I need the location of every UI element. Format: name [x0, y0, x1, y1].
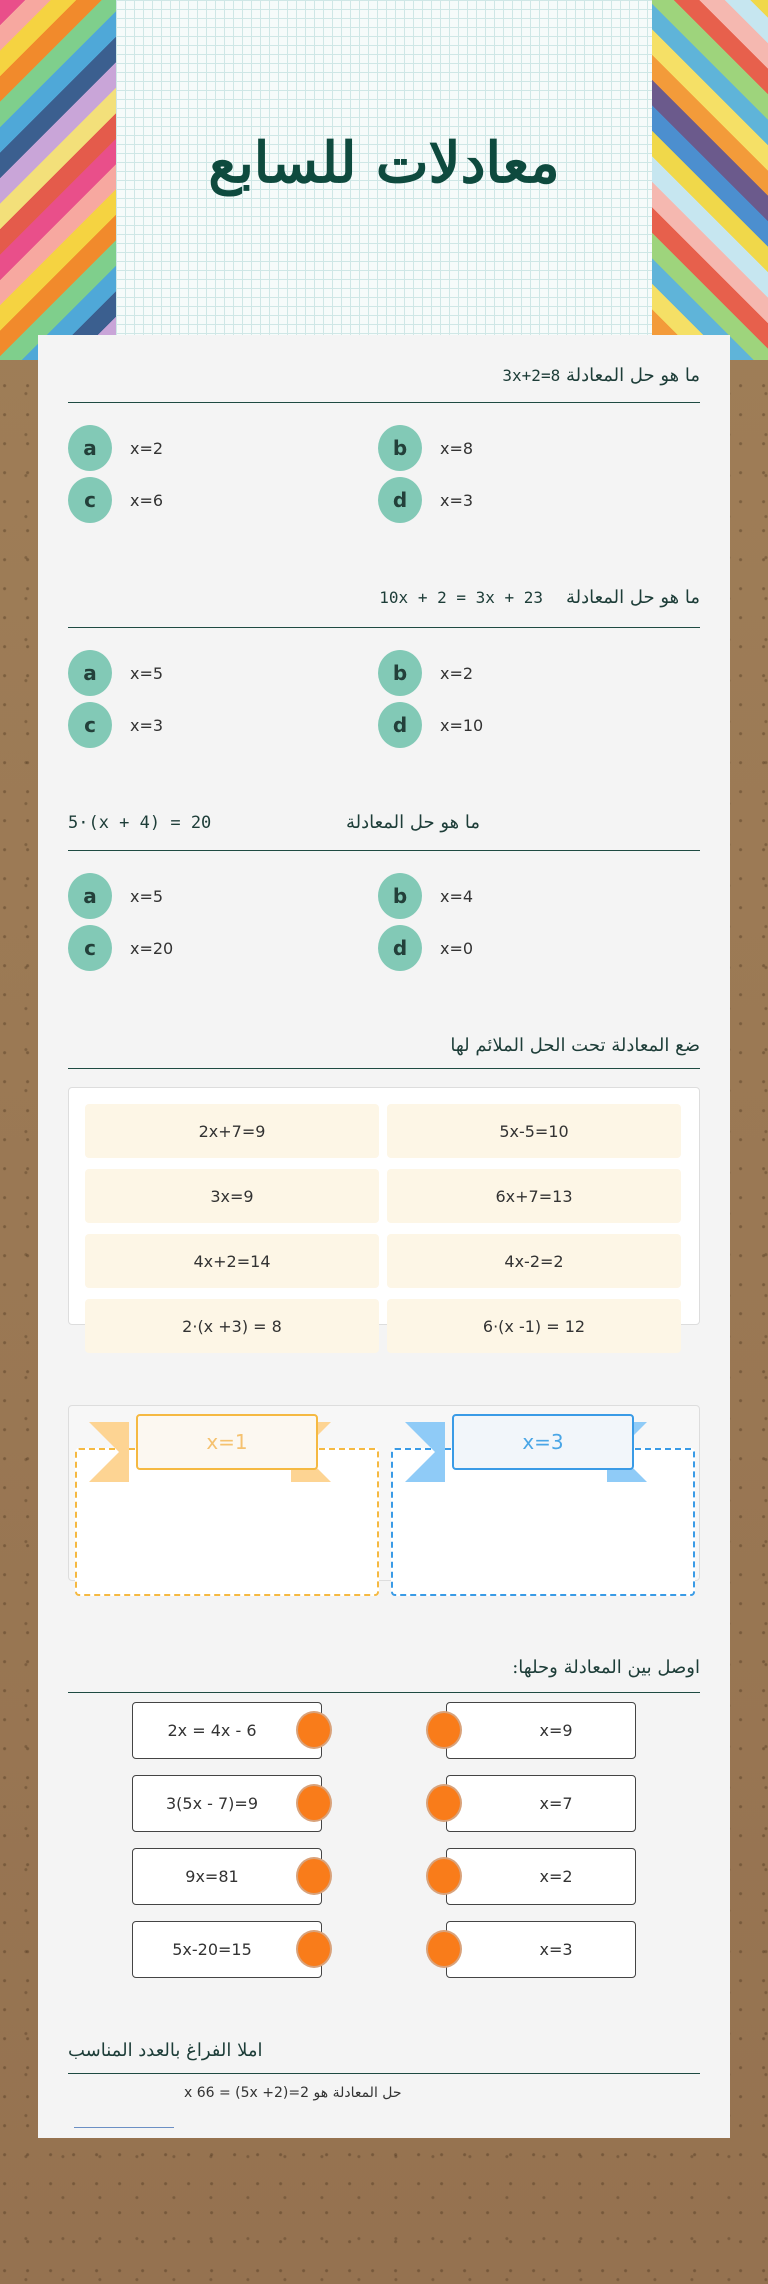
option-b[interactable]	[378, 873, 473, 919]
option-text: x=0	[440, 938, 474, 958]
option-a[interactable]	[68, 650, 163, 696]
draggable-tile[interactable]: 3x=9	[85, 1169, 379, 1223]
match-connector-left[interactable]	[296, 1857, 332, 1895]
option-letter-badge: b	[378, 873, 422, 919]
option-letter-badge: d	[378, 477, 422, 523]
option-text: x=20	[130, 938, 174, 958]
match-right-item[interactable]: x=3	[446, 1921, 636, 1978]
ribbon-tail	[89, 1422, 129, 1482]
header-banner	[0, 0, 768, 360]
draggable-tile[interactable]: 5x-5=10	[387, 1104, 681, 1158]
question-prompt: ما هو حل المعادلة	[345, 812, 480, 833]
option-text: x=3	[440, 490, 474, 510]
option-c[interactable]	[68, 477, 163, 523]
match-left-item[interactable]: 5x-20=15	[132, 1921, 322, 1978]
match-left-item[interactable]: 9x=81	[132, 1848, 322, 1905]
zone-label-x3: x=3	[452, 1414, 634, 1470]
match-title: اوصل بين المعادلة وحلها:	[512, 1657, 700, 1678]
match-connector-left[interactable]	[296, 1930, 332, 1968]
ribbon-tail	[405, 1422, 445, 1482]
divider	[68, 2073, 700, 2074]
option-text: x=4	[440, 886, 474, 906]
option-text: x=10	[440, 715, 484, 735]
match-connector-right[interactable]	[426, 1711, 462, 1749]
draggable-tile[interactable]: 4x-2=2	[387, 1234, 681, 1288]
option-text: x=6	[130, 490, 164, 510]
fill-sentence: حل المعادلة هو 2=x 66 = (5x +2)	[184, 2085, 402, 2101]
option-text: x=2	[440, 663, 474, 683]
option-letter-badge: a	[68, 425, 112, 471]
option-letter-badge: c	[68, 477, 112, 523]
option-b[interactable]	[378, 425, 473, 471]
draggable-tile[interactable]: 6x+7=13	[387, 1169, 681, 1223]
option-b[interactable]	[378, 650, 473, 696]
option-letter-badge: d	[378, 925, 422, 971]
question-prompt: ما هو حل المعادلة	[565, 587, 700, 608]
divider	[68, 1068, 700, 1069]
match-left-item[interactable]: 2x = 4x - 6	[132, 1702, 322, 1759]
draggable-tile[interactable]: 4x+2=14	[85, 1234, 379, 1288]
option-text: x=5	[130, 663, 164, 683]
divider	[68, 627, 700, 628]
decorative-stripes-left	[0, 0, 116, 360]
match-left-item[interactable]: 3(5x - 7)=9	[132, 1775, 322, 1832]
draggable-tile[interactable]: 6·(x -1) = 12	[387, 1299, 681, 1353]
match-right-item[interactable]: x=9	[446, 1702, 636, 1759]
option-a[interactable]	[68, 873, 163, 919]
match-connector-right[interactable]	[426, 1930, 462, 1968]
option-c[interactable]	[68, 702, 163, 748]
tile-pool	[68, 1087, 700, 1336]
option-letter-badge: c	[68, 925, 112, 971]
page-title: معادلات للسابع	[208, 130, 560, 196]
match-connector-right[interactable]	[426, 1784, 462, 1822]
option-text: x=8	[440, 438, 474, 458]
draggable-tile[interactable]: 2x+7=9	[85, 1104, 379, 1158]
option-d[interactable]	[378, 477, 473, 523]
match-connector-left[interactable]	[296, 1784, 332, 1822]
question-equation: 10x + 2 = 3x + 23	[379, 588, 544, 607]
option-letter-badge: a	[68, 650, 112, 696]
option-letter-badge: c	[68, 702, 112, 748]
zone-label-x1: x=1	[136, 1414, 318, 1470]
drop-zones	[68, 1405, 700, 1581]
divider	[68, 1692, 700, 1693]
sort-title: ضع المعادلة تحت الحل الملائم لها	[450, 1035, 700, 1056]
option-letter-badge: b	[378, 650, 422, 696]
match-right-item[interactable]: x=7	[446, 1775, 636, 1832]
option-d[interactable]	[378, 702, 483, 748]
question-prompt: ما هو حل المعادلة	[565, 365, 700, 386]
option-text: x=3	[130, 715, 164, 735]
divider	[68, 850, 700, 851]
option-letter-badge: a	[68, 873, 112, 919]
match-right-item[interactable]: x=2	[446, 1848, 636, 1905]
divider	[68, 402, 700, 403]
fill-blank-input[interactable]	[74, 2106, 174, 2128]
option-text: x=2	[130, 438, 164, 458]
option-letter-badge: d	[378, 702, 422, 748]
option-c[interactable]	[68, 925, 173, 971]
question-1-title	[502, 365, 700, 386]
question-3-equation: 5·(x + 4) = 20	[68, 813, 212, 833]
option-d[interactable]	[378, 925, 473, 971]
fill-title: املا الفراغ بالعدد المناسب	[68, 2040, 263, 2061]
match-connector-left[interactable]	[296, 1711, 332, 1749]
match-connector-right[interactable]	[426, 1857, 462, 1895]
question-2-title	[379, 587, 700, 608]
decorative-stripes-right	[652, 0, 768, 360]
draggable-tile[interactable]: 2·(x +3) = 8	[85, 1299, 379, 1353]
question-3-title	[346, 812, 480, 833]
option-letter-badge: b	[378, 425, 422, 471]
option-text: x=5	[130, 886, 164, 906]
worksheet-panel	[38, 335, 730, 2138]
option-a[interactable]	[68, 425, 163, 471]
question-equation: 3x+2=8	[502, 366, 561, 385]
